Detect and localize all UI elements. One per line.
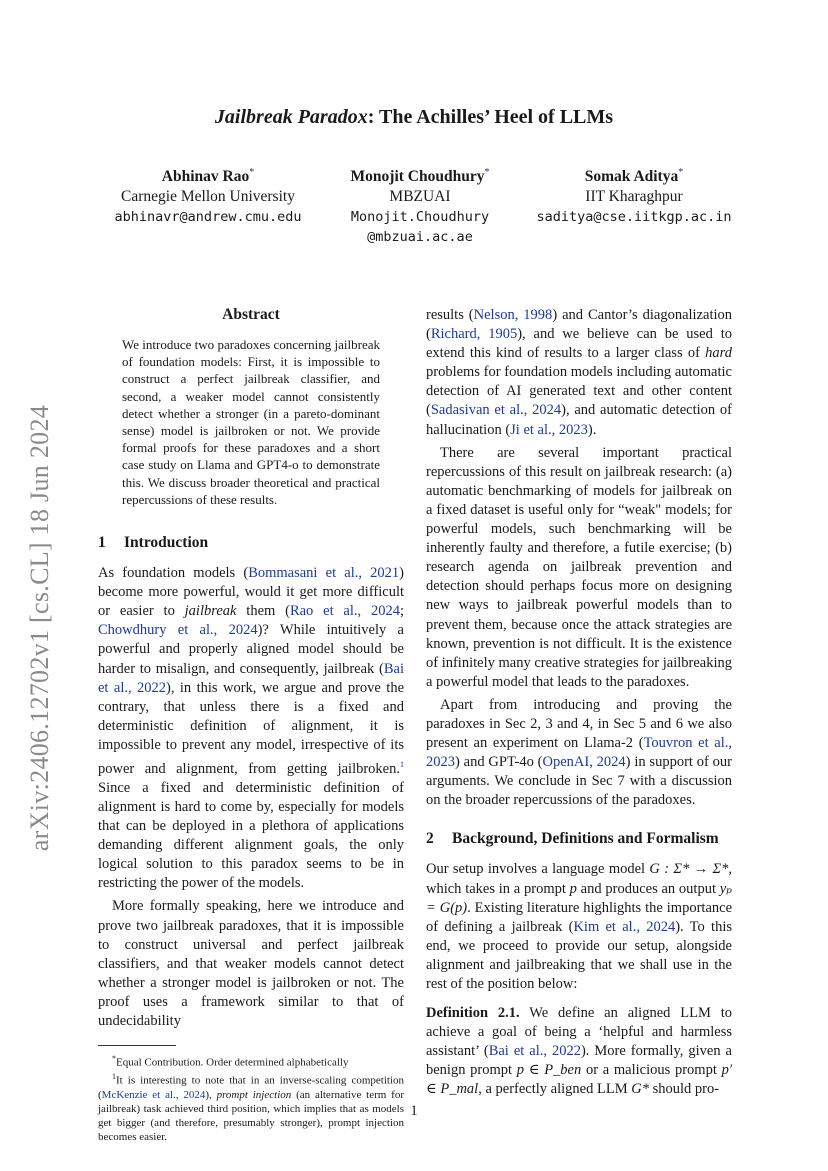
text: ), and we believe can be used to extend this kind of results to a larger class of xyxy=(426,326,732,362)
intro-paragraph-1 xyxy=(98,564,404,893)
definition-label: Definition 2.1. xyxy=(426,1005,520,1022)
citation-link[interactable]: Richard, 1905 xyxy=(430,326,518,343)
citation-link[interactable]: McKenzie et al., 2024 xyxy=(101,1088,206,1101)
text: . Existing literature highlights the importance of defining a jailbreak ( xyxy=(426,899,733,935)
section-title: Introduction xyxy=(124,534,209,552)
citation-link[interactable]: Bommasani et al., 2021 xyxy=(248,565,400,582)
citation-link[interactable]: Rao et al., 2024 xyxy=(289,603,400,620)
right-paragraph-1 xyxy=(426,306,732,440)
author-mark: * xyxy=(484,167,490,178)
text: or a malicious prompt xyxy=(581,1062,722,1079)
text: ), xyxy=(205,1088,217,1101)
left-column xyxy=(98,306,404,1145)
author-1 xyxy=(98,163,318,227)
text: Apart from introducing and proving the paradoxes in Sec 2, 3 and 4, in Sec 5 and 6 we also present an experiment on Llama-2 ( xyxy=(426,696,732,752)
arxiv-identifier: arXiv:2406.12702v1 [cs.CL] 18 Jun 2024 xyxy=(25,404,54,852)
author-2 xyxy=(320,163,520,247)
right-paragraph-2: There are several important practical repercussions of this result on jailbreak research: (a) automatic benchmarking of models for jailbreak on a fixed dataset is useful only for “weak" models; for powerful models, such benchmarking will be inherently faulty and therefore, a futile exercise; (b) research agenda on jailbreak prevention and detection should perhaps focus more on designing new ways to jailbreak powerful models than to prevent them, because once the attack strategies are known, prevention is not difficult. It is the existence of infinitely many creative strategies for jailbreaking a powerful model that leads to the paradoxes. xyxy=(426,444,732,690)
footnote-ref[interactable]: 1 xyxy=(400,759,404,769)
citation-link[interactable]: Bai et al., 2022 xyxy=(98,660,404,696)
text: , a perfectly aligned LLM xyxy=(478,1081,632,1098)
title-rest: : The Achilles’ Heel of LLMs xyxy=(367,106,614,128)
author-affiliation: MBZUAI xyxy=(389,188,451,206)
citation-link[interactable]: Sadasivan et al., 2024 xyxy=(430,402,562,419)
text: ) and Cantor’s diagonalization ( xyxy=(426,307,732,343)
section-number: 1 xyxy=(98,534,106,552)
text: ). xyxy=(587,421,597,438)
text: ), and automatic detection of hallucination ( xyxy=(426,402,732,438)
right-column xyxy=(426,306,732,1100)
author-name: Monojit Choudhury xyxy=(350,168,485,186)
math-expression: G : Σ* → Σ* xyxy=(649,861,729,878)
math-expression: p ∈ P_ben xyxy=(516,1062,582,1079)
text: ). More formally, given a benign prompt xyxy=(426,1043,732,1079)
author-mark: * xyxy=(678,167,684,178)
author-mark: * xyxy=(249,167,255,178)
text: )? While intuitively a powerful and properly aligned model should be harder to misalign, and consequently, jailbreak ( xyxy=(98,622,404,677)
footnote-star xyxy=(98,1052,404,1070)
text: ) in support of our arguments. We conclude in Sec 7 with a discussion on the broader repercussions of the paradoxes. xyxy=(426,754,732,809)
right-paragraph-3 xyxy=(426,696,732,811)
page-number: 1 xyxy=(410,1103,418,1119)
author-email-line-2[interactable]: @mbzuai.ac.ae xyxy=(367,229,473,246)
text: them ( xyxy=(236,603,290,620)
author-affiliation: IIT Kharaghpur xyxy=(585,188,683,206)
intro-paragraph-2: More formally speaking, here we introduce and prove two jailbreak paradoxes, that it is impossible to construct universal and perfect jailbreak classifiers, and that weaker models cannot detect whether a stronger model is jailbroken or not. The proof uses a framework similar to that of undecidability xyxy=(98,898,404,1030)
footnote-mark: * xyxy=(112,1054,116,1064)
math-expression: G* xyxy=(631,1081,649,1098)
citation-link[interactable]: OpenAI, 2024 xyxy=(542,754,626,771)
section-1-heading xyxy=(98,534,404,552)
right-paragraph-4 xyxy=(426,860,732,994)
text: ), in this work, we argue and prove the contrary, that unless there is a fixed and deterministic definition of alignment, it is impossible to prevent any model, irrespective of its power and alignment, from getting jailbroken. xyxy=(98,679,404,777)
text: Since a fixed and deterministic definition of alignment is hard to come by, especially for models that can be deployed in a plethora of applications demanding different alignment goals, the only logical solution to this paradox seems to be in restricting the power of the models. xyxy=(98,779,404,892)
text: Equal Contribution. Order determined alphabetically xyxy=(116,1056,349,1069)
math-expression: p xyxy=(569,880,577,897)
text: Our setup involves a language model xyxy=(426,861,650,878)
text: (an alternative term for jailbreak) task achieved third position, which implies that as models get bigger (and therefore, presumably stronger), prompt injection becomes easier. xyxy=(98,1088,404,1144)
author-block xyxy=(98,163,732,246)
text: and produces an output xyxy=(576,880,720,897)
math-expression: yₚ = G(p) xyxy=(426,880,732,916)
title-italic: Jailbreak Paradox xyxy=(214,106,368,128)
citation-link[interactable]: Touvron et al., 2023 xyxy=(426,735,732,771)
author-affiliation: Carnegie Mellon University xyxy=(121,188,295,206)
author-email[interactable]: Monojit.Choudhury xyxy=(350,209,490,226)
author-email[interactable]: saditya@cse.iitkgp.ac.in xyxy=(536,209,732,226)
text: ). To this end, we proceed to provide our setup, alongside alignment and jailbreaking that we shall use in the rest of the position below: xyxy=(426,918,732,992)
citation-link[interactable]: Bai et al., 2022 xyxy=(488,1043,581,1060)
text: problems for foundation models including automatic detection of AI generated text and other content ( xyxy=(426,364,732,419)
author-3 xyxy=(518,163,750,227)
footnotes xyxy=(98,1045,404,1145)
text: ) and GPT-4o ( xyxy=(455,754,543,771)
definition-2-1 xyxy=(426,1004,732,1099)
paper-title xyxy=(98,106,730,129)
citation-link[interactable]: Kim et al., 2024 xyxy=(573,918,676,935)
author-email[interactable]: abhinavr@andrew.cmu.edu xyxy=(114,209,302,226)
footnote-mark: 1 xyxy=(112,1071,116,1081)
section-2-heading xyxy=(426,830,732,848)
citation-link[interactable]: Chowdhury et al., 2024 xyxy=(98,622,258,639)
citation-link[interactable]: Ji et al., 2023 xyxy=(510,421,588,438)
abstract-text: We introduce two paradoxes concerning jailbreak of foundation models: First, it is impossible to construct a perfect jailbreak classifier, and second, a weaker model cannot consistently detect whether a stronger (in a pareto-dominant sense) model is jailbroken or not. We provide formal proofs for these paradoxes and a short case study on Llama and GPT4-o to demonstrate this. We discuss broader theoretical and practical repercussions of these results. xyxy=(122,337,380,507)
author-name: Somak Aditya xyxy=(584,168,679,186)
text: We define an aligned LLM to achieve a goal of being a ‘helpful and harmless assistant’ ( xyxy=(426,1005,732,1060)
text: ; xyxy=(399,603,404,620)
arxiv-sidebar xyxy=(18,368,62,888)
footnote-divider xyxy=(98,1045,176,1046)
text: ) become more powerful, would it get more difficult or easier to xyxy=(98,565,405,620)
section-title: Background, Definitions and Formalism xyxy=(452,830,719,848)
citation-link[interactable]: Nelson, 1998 xyxy=(473,307,553,323)
emphasis: hard xyxy=(705,345,732,362)
math-expression: p′ ∈ P_mal xyxy=(426,1062,732,1098)
emphasis: jailbreak xyxy=(184,603,237,620)
text: results ( xyxy=(426,307,474,323)
text: should pro- xyxy=(648,1081,720,1098)
section-number: 2 xyxy=(426,830,434,848)
text: , which takes in a prompt xyxy=(426,861,732,897)
author-name: Abhinav Rao xyxy=(161,168,250,186)
text: It is interesting to note that in an inverse-scaling competition ( xyxy=(98,1074,404,1101)
emphasis: prompt injection xyxy=(216,1088,292,1101)
text: As foundation models ( xyxy=(98,565,249,582)
abstract-heading: Abstract xyxy=(222,306,280,323)
